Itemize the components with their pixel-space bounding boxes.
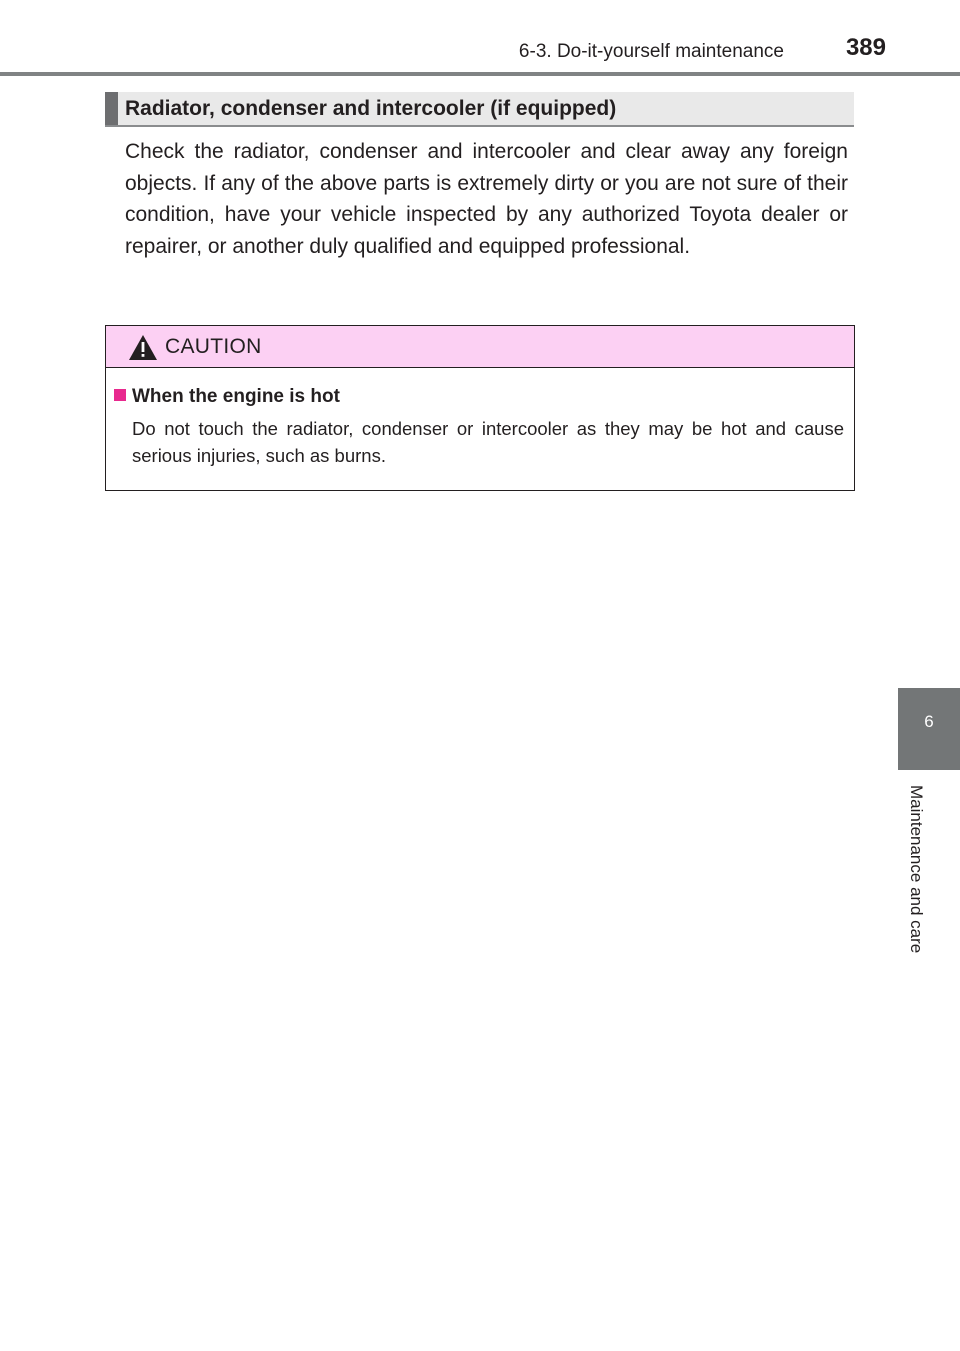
section-heading-bar bbox=[105, 92, 118, 125]
header-section-title: 6-3. Do-it-yourself maintenance bbox=[518, 41, 784, 62]
caution-body-text: Do not touch the radiator, condenser or intercooler as they may be hot and cause serious injuries, such as burns. bbox=[132, 418, 844, 466]
caution-box bbox=[105, 325, 855, 491]
section-heading-text: Radiator, condenser and intercooler (if equipped) bbox=[125, 97, 617, 120]
square-bullet-icon bbox=[114, 389, 126, 401]
caution-title: CAUTION bbox=[165, 335, 262, 358]
page-number: 389 bbox=[845, 34, 886, 61]
caution-subheading-text: When the engine is hot bbox=[132, 386, 340, 407]
chapter-tab bbox=[898, 688, 960, 770]
caution-subheading bbox=[114, 386, 340, 408]
section-heading bbox=[105, 92, 854, 127]
chapter-number: 6 bbox=[924, 712, 934, 731]
page-header bbox=[0, 0, 960, 78]
header-rule bbox=[0, 72, 960, 76]
chapter-label bbox=[906, 785, 926, 985]
caution-title-bar bbox=[106, 326, 854, 368]
section-body-text: Check the radiator, condenser and intercooler and clear away any foreign objects. If any of the above parts is extremely dirty or you are not sure of their condition, have your vehicle inspected by any authorized Toyota dealer or repairer, or another duly qualified and equipped professional. bbox=[125, 140, 848, 258]
chapter-label-text: Maintenance and care bbox=[907, 785, 926, 954]
warning-triangle-icon bbox=[128, 334, 158, 361]
